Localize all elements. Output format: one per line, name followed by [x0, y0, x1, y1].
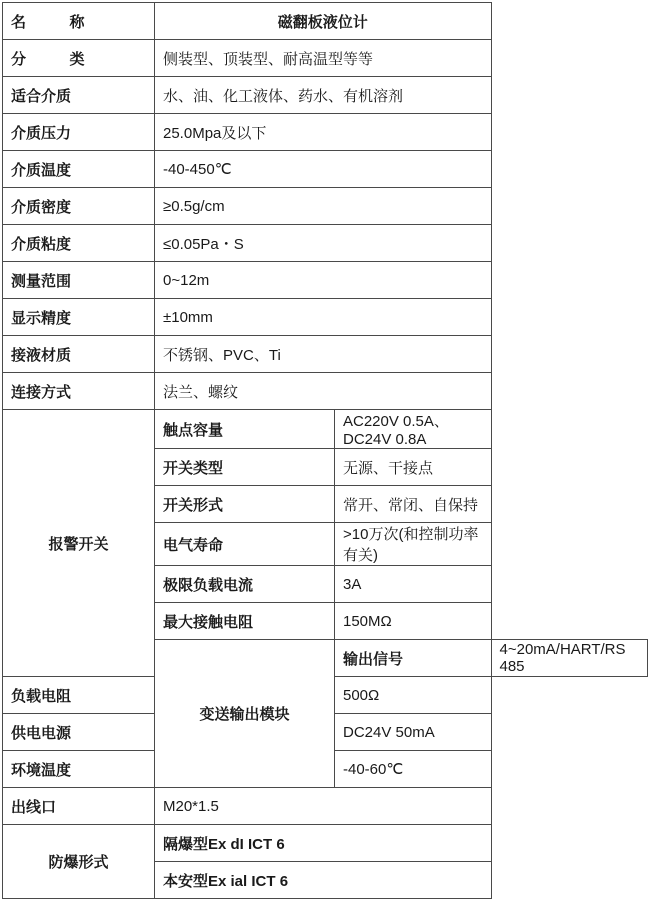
row-value: >10万次(和控制功率有关) [335, 523, 492, 566]
row-label: 介质密度 [3, 188, 155, 225]
row-sub-label: 供电电源 [3, 714, 155, 751]
row-label: 介质压力 [3, 114, 155, 151]
row-label: 介质粘度 [3, 225, 155, 262]
row-group-label: 变送输出模块 [155, 640, 335, 788]
table-row [3, 825, 648, 862]
row-sub-label: 负载电阻 [3, 677, 155, 714]
row-value: 侧装型、顶装型、耐高温型等等 [155, 40, 492, 77]
row-sub-label: 极限负载电流 [155, 566, 335, 603]
row-sub-label: 开关形式 [155, 486, 335, 523]
row-value: 不锈钢、PVC、Ti [155, 336, 492, 373]
specification-table-body [3, 3, 648, 899]
specification-table [2, 2, 648, 899]
row-value: -40-60℃ [335, 751, 492, 788]
row-value: ±10mm [155, 299, 492, 336]
row-group-label: 防爆形式 [3, 825, 155, 899]
row-value: DC24V 50mA [335, 714, 492, 751]
table-row [3, 225, 648, 262]
row-label: 分 类 [3, 40, 155, 77]
row-value: 500Ω [335, 677, 492, 714]
row-value: ≥0.5g/cm [155, 188, 492, 225]
row-sub-label: 输出信号 [335, 640, 492, 677]
row-label: 介质温度 [3, 151, 155, 188]
table-row [3, 410, 648, 449]
row-sub-label: 环境温度 [3, 751, 155, 788]
row-value: 隔爆型Ex dI ICT 6 [155, 825, 492, 862]
table-row [3, 188, 648, 225]
row-label: 测量范围 [3, 262, 155, 299]
row-label: 接液材质 [3, 336, 155, 373]
row-value: 本安型Ex ial ICT 6 [155, 862, 492, 899]
row-label: 连接方式 [3, 373, 155, 410]
row-label: 显示精度 [3, 299, 155, 336]
row-value: 4~20mA/HART/RS 485 [491, 640, 648, 677]
row-value: -40-450℃ [155, 151, 492, 188]
row-value: 0~12m [155, 262, 492, 299]
row-value: 3A [335, 566, 492, 603]
row-value: AC220V 0.5A、DC24V 0.8A [335, 410, 492, 449]
table-row [3, 114, 648, 151]
table-row [3, 373, 648, 410]
row-label: 适合介质 [3, 77, 155, 114]
table-row [3, 40, 648, 77]
row-sub-label: 电气寿命 [155, 523, 335, 566]
row-sub-label: 触点容量 [155, 410, 335, 449]
row-value: M20*1.5 [155, 788, 492, 825]
table-row [3, 77, 648, 114]
row-value: 无源、干接点 [335, 449, 492, 486]
row-value: 25.0Mpa及以下 [155, 114, 492, 151]
row-value: 法兰、螺纹 [155, 373, 492, 410]
row-value: 磁翻板液位计 [155, 3, 492, 40]
table-row [3, 151, 648, 188]
row-sub-label: 开关类型 [155, 449, 335, 486]
row-value: 水、油、化工液体、药水、有机溶剂 [155, 77, 492, 114]
row-value: 150MΩ [335, 603, 492, 640]
row-value: 常开、常闭、自保持 [335, 486, 492, 523]
table-row [3, 3, 648, 40]
row-sub-label: 最大接触电阻 [155, 603, 335, 640]
row-label: 出线口 [3, 788, 155, 825]
row-value: ≤0.05Pa・S [155, 225, 492, 262]
table-row [3, 336, 648, 373]
row-label: 名 称 [3, 3, 155, 40]
table-row [3, 299, 648, 336]
table-row [3, 788, 648, 825]
table-row [3, 262, 648, 299]
row-group-label: 报警开关 [3, 410, 155, 677]
